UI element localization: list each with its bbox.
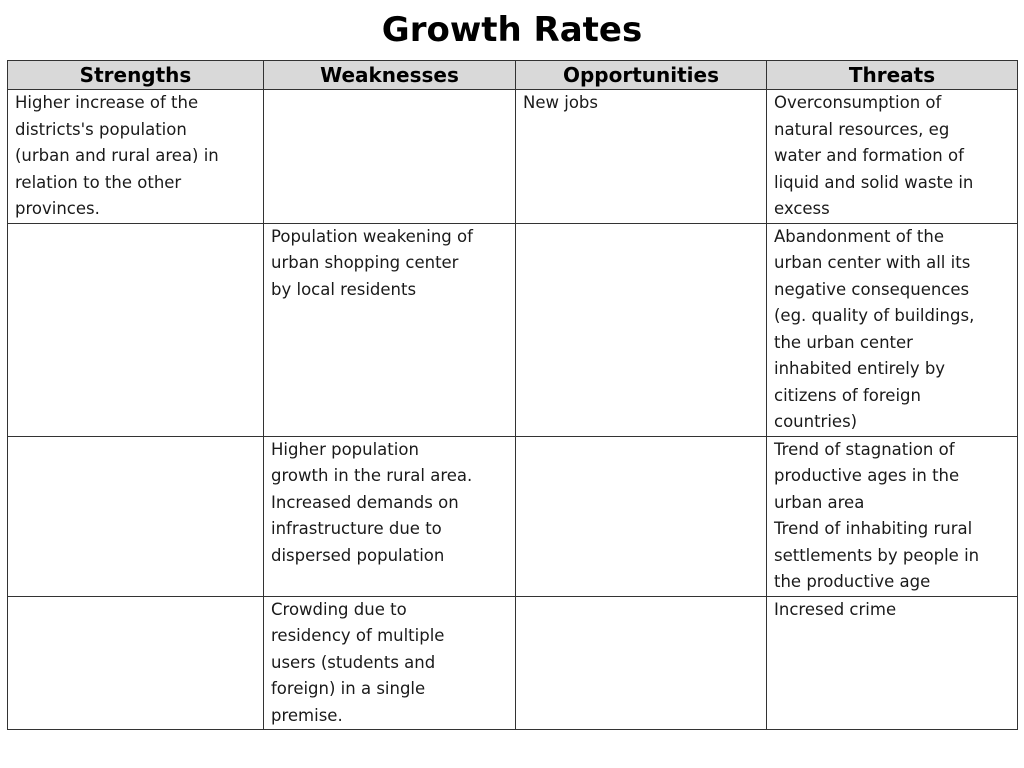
cell-text: Crowding due to residency of multiple users (students and foreign) in a single premise. (271, 599, 445, 725)
cell-threats (767, 436, 1018, 596)
table-row (8, 596, 1018, 730)
table-row (8, 90, 1018, 224)
cell-weaknesses (264, 223, 516, 436)
cell-text: Higher increase of the districts's population (urban and rural area) in relation to the other provinces. (15, 93, 219, 218)
cell-text: Higher population growth in the rural area. Increased demands on infrastructure due to dispersed population (271, 439, 473, 565)
header-weaknesses: Weaknesses (264, 61, 516, 90)
header-strengths: Strengths (8, 61, 264, 90)
cell-text: Overconsumption of natural resources, eg water and formation of liquid and solid waste in excess (774, 93, 974, 218)
cell-threats (767, 223, 1018, 436)
header-opportunities: Opportunities (516, 61, 767, 90)
cell-weaknesses (264, 90, 516, 224)
page-title: Growth Rates (381, 10, 643, 50)
header-threats: Threats (767, 61, 1018, 90)
cell-opportunities (516, 596, 767, 730)
cell-text: Incresed crime (774, 599, 897, 619)
table-row (8, 223, 1018, 436)
swot-table (7, 60, 1018, 730)
cell-weaknesses (264, 436, 516, 596)
table-row (8, 436, 1018, 596)
cell-strengths (8, 596, 264, 730)
cell-opportunities (516, 436, 767, 596)
cell-strengths (8, 90, 264, 224)
cell-strengths (8, 436, 264, 596)
cell-opportunities (516, 90, 767, 224)
cell-strengths (8, 223, 264, 436)
cell-text: Trend of stagnation of productive ages in the urban area Trend of inhabiting rural settlements by people in the productive age (774, 439, 980, 591)
cell-opportunities (516, 223, 767, 436)
cell-weaknesses (264, 596, 516, 730)
cell-text: Population weakening of urban shopping center by local residents (271, 226, 473, 299)
cell-text: Abandonment of the urban center with all its negative consequences (eg. quality of buildings, the urban center inhabited entirely by citizens of foreign countries) (774, 226, 975, 431)
table-header-row (8, 61, 1018, 90)
cell-threats (767, 90, 1018, 224)
cell-text: New jobs (523, 93, 598, 112)
cell-threats (767, 596, 1018, 730)
